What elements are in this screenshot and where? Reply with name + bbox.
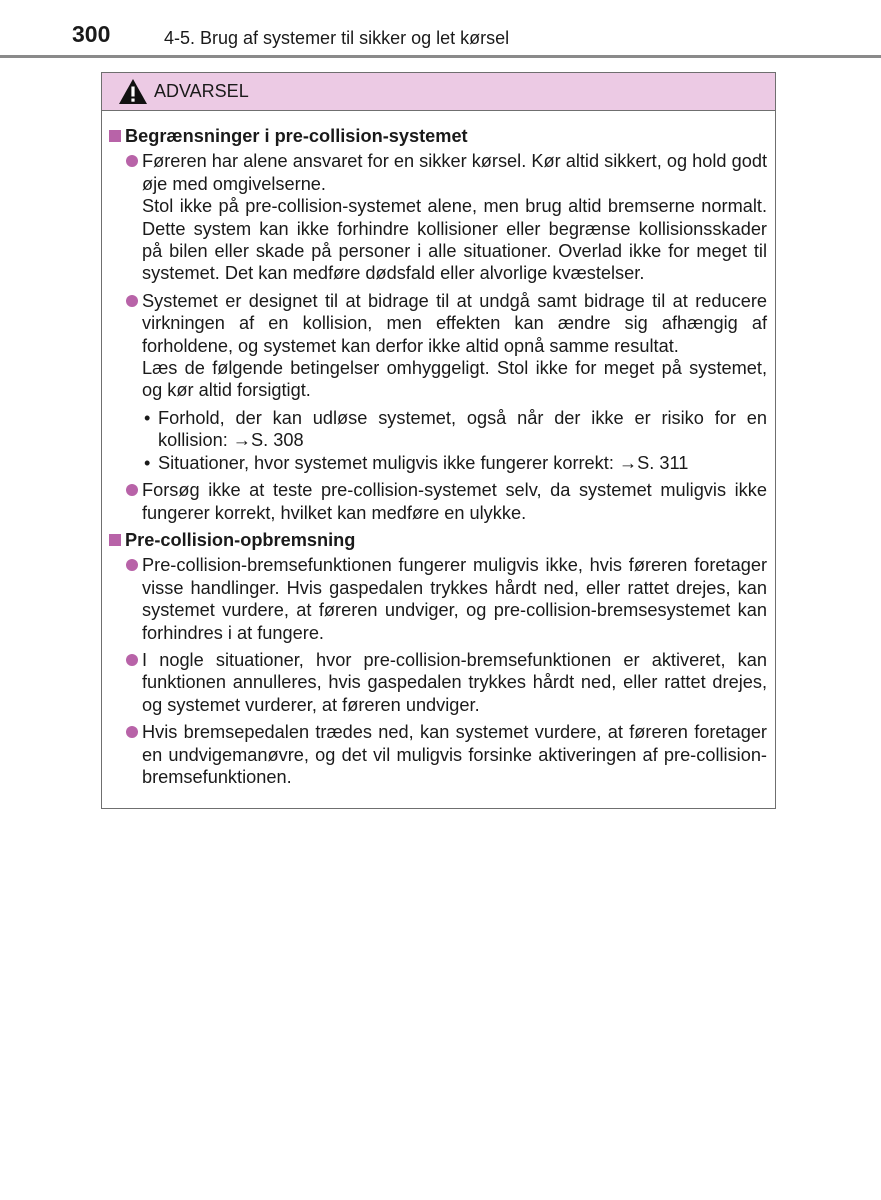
header-divider: [0, 55, 881, 58]
warning-content: [102, 111, 775, 788]
page-header: [0, 0, 881, 60]
circle-bullet-icon: [126, 155, 138, 167]
paragraph: I nogle situationer, hvor pre-collision-bremsefunktionen er aktiveret, kan funktionen annulleres, hvis gaspedalen trykkes hårdt ned, eller rattet drejes, og systemet vurderer, at føreren undviger.: [142, 649, 767, 715]
circle-bullet-icon: [126, 654, 138, 666]
paragraph: Hvis bremsepedalen trædes ned, kan systemet vurdere, at føreren foretager en undvigemanøvre, og det vil muligvis forsinke aktiveringen af pre-collision-bremsefunktionen.: [142, 722, 767, 787]
warning-label: ADVARSEL: [154, 81, 249, 101]
paragraph: Systemet er designet til at bidrage til at undgå samt bidrage til at reducere virkningen af en kollision, men effekten kan ændre sig afhængig af forholdene, og systemet kan derfor ikke altid opnå samme resultat.: [142, 290, 767, 356]
small-bullet-icon: •: [144, 452, 151, 473]
sub-list-text: Situationer, hvor systemet muligvis ikke fungerer korrekt: →S. 311: [158, 452, 689, 473]
section-heading: [109, 529, 767, 551]
section-heading: [109, 125, 767, 147]
warning-triangle-icon: [118, 78, 148, 105]
square-bullet-icon: [109, 130, 121, 142]
warning-box: [101, 72, 776, 809]
section-heading-text: Begrænsninger i pre-collision-systemet: [125, 126, 468, 146]
square-bullet-icon: [109, 534, 121, 546]
section-title: 4-5. Brug af systemer til sikker og let kørsel: [164, 28, 510, 48]
paragraph: Pre-collision-bremsefunktionen fungerer muligvis ikke, hvis føreren foretager visse handlinger. Hvis gaspedalen trykkes hårdt ned, eller rattet drejes, kan systemet vurdere, at føreren undviger, og pre-collision-bremsesystemet kan forhindres i at fungere.: [142, 555, 767, 643]
list-item: [109, 290, 767, 474]
circle-bullet-icon: [126, 295, 138, 307]
section-heading-text: Pre-collision-opbremsning: [125, 529, 356, 550]
sub-list-item: [142, 452, 767, 474]
sub-list-text: Forhold, der kan udløse systemet, også når der ikke er risiko for en kollision: →S. 308: [158, 407, 767, 451]
paragraph: Stol ikke på pre-collision-systemet alene, men brug altid bremserne normalt. Dette system kan ikke forhindre kollisioner eller begrænse kollisionsskader på bilen eller skade på personer i alle situationer. Overlad ikke for meget til systemet. Det kan medføre dødsfald eller alvorlige kvæstelser.: [142, 196, 767, 284]
circle-bullet-icon: [126, 726, 138, 738]
sub-list: [142, 407, 767, 474]
list-item: [109, 649, 767, 716]
circle-bullet-icon: [126, 559, 138, 571]
paragraph: Forsøg ikke at teste pre-collision-systemet selv, da systemet muligvis ikke fungerer korrekt, hvilket kan medføre en ulykke.: [142, 480, 767, 523]
page-number: 300: [72, 21, 111, 47]
sub-list-item: [142, 407, 767, 452]
warning-header: [102, 73, 775, 111]
list-item: [109, 721, 767, 788]
paragraph: Læs de følgende betingelser omhyggeligt. Stol ikke for meget på systemet, og kør altid forsigtigt.: [142, 358, 767, 401]
list-item: [109, 554, 767, 644]
circle-bullet-icon: [126, 484, 138, 496]
list-item: [109, 479, 767, 524]
list-item: [109, 150, 767, 284]
small-bullet-icon: •: [144, 407, 151, 428]
paragraph: Føreren har alene ansvaret for en sikker kørsel. Kør altid sikkert, og hold godt øje med omgivelserne.: [142, 151, 767, 194]
